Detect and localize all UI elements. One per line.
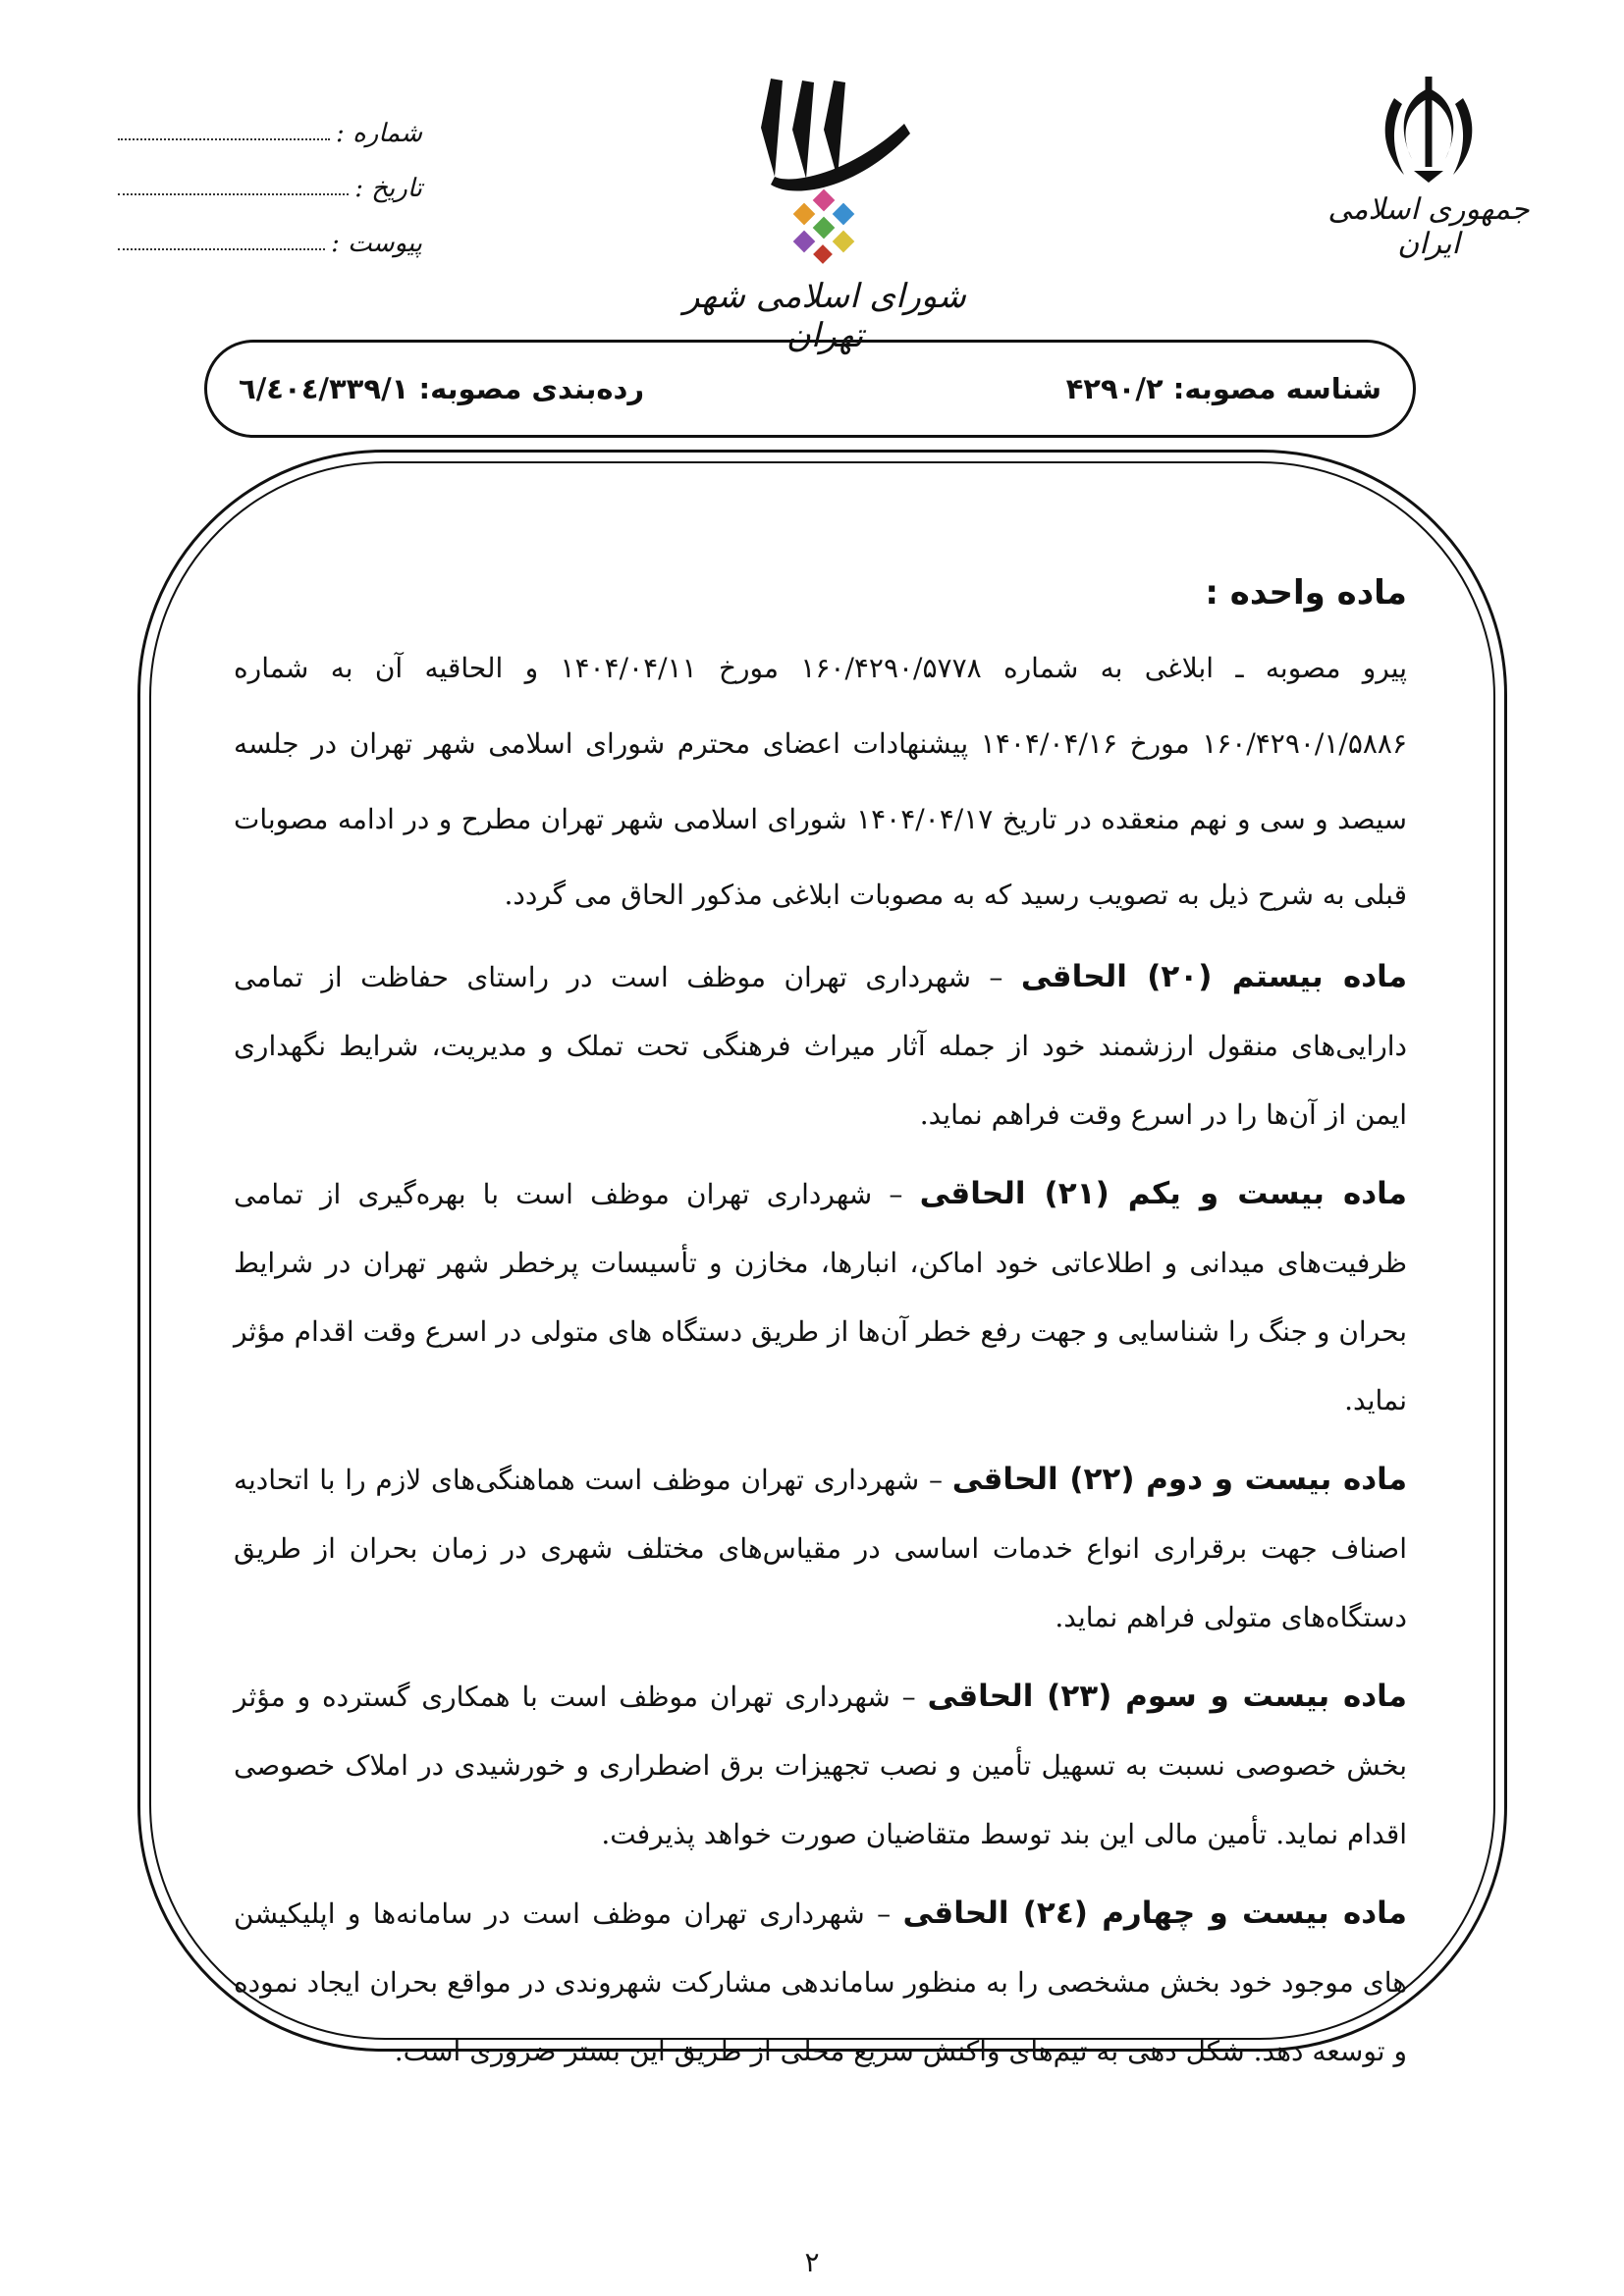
council-logo-icon <box>731 69 918 275</box>
article-24 <box>234 1879 1407 2086</box>
article-title: ماده بیست و سوم (۲۳) الحاقی <box>927 1679 1407 1714</box>
ref-field-line <box>118 193 349 195</box>
article-text: – شهرداری تهران موظف است با بهره‌گیری از تمامی ظرفیت‌های میدانی و اطلاعاتی خود اماکن، انبارها، مخازن و تأسیسات پرخطر شهر تهران در شرایط بحران و جنگ را شناسایی و جهت رفع خطر آن‌ها از طریق دستگاه های متولی در اسرع وقت اقدام مؤثر نماید. <box>234 1178 1407 1416</box>
article-text: – شهرداری تهران موظف است هماهنگی‌های لازم را با اتحادیه اصناف جهت برقراری انواع خدمات اساسی در مقیاس‌های مختلف شهری در زمان بحران از طریق دستگاه‌های متولی فراهم نماید. <box>234 1464 1407 1633</box>
single-article-heading: ماده واحده : <box>1205 573 1407 613</box>
ref-field-line <box>118 138 330 140</box>
council-logo-block <box>677 69 972 355</box>
council-caption: شورای اسلامی شهر تهران <box>683 277 966 355</box>
ref-field-attachment <box>118 203 422 258</box>
article-text: – شهرداری تهران موظف است در سامانه‌ها و اپلیکیشن های موجود خود بخش مشخصی را به منظور ساماندهی مشارکت شهروندی در مواقع بحران ایجاد نموده و توسعه دهد. شکل دهی به تیم‌های واکنش سریع محلی از طریق این بستر ضروری است. <box>234 1897 1407 2067</box>
intro-paragraph: پیرو مصوبه ـ ابلاغی به شماره ۱۶۰/۴۲۹۰/۵۷۷۸ مورخ ۱۴۰۴/۰۴/۱۱ و الحاقیه آن به شماره ۱۶۰/۴۲۹۰/۱/۵۸۸۶ مورخ ۱۴۰۴/۰۴/۱۶ پیشنهادات اعضای محترم شورای اسلامی شهر تهران در جلسه سیصد و سی و نهم منعقده در تاریخ ۱۴۰۴/۰۴/۱۷ شورای اسلامی شهر تهران مطرح و در ادامه مصوبات قبلی به شرح ذیل به تصویب رسید که به مصوبات ابلاغی مذکور الحاق می گردد. <box>234 652 1407 911</box>
ref-field-number <box>118 93 422 148</box>
article-text: – شهرداری تهران موظف است با همکاری گسترده و مؤثر بخش خصوصی نسبت به تسهیل تأمین و نصب تجهیزات برق اضطراری و خورشیدی در املاک خصوصی اقدام نماید. تأمین مالی این بند توسط متقاضیان صورت خواهد پذیرفت. <box>234 1681 1407 1850</box>
emblem-caption: جمهوری اسلامی ایران <box>1327 192 1530 261</box>
article-title: ماده بیست و یکم (۲۱) الحاقی <box>919 1176 1407 1211</box>
document-body <box>234 567 1407 2096</box>
ref-field-label: شماره : <box>336 119 422 148</box>
resolution-classification: رده‌بندی مصوبه: ٦/٤٠٤/٣٣٩/١ <box>239 372 645 405</box>
article-23 <box>234 1662 1407 1869</box>
article-22 <box>234 1445 1407 1652</box>
resolution-id: شناسه مصوبه: ۴۲۹۰/۲ <box>1065 372 1381 405</box>
resolution-id-box <box>204 340 1416 438</box>
article-20 <box>234 942 1407 1149</box>
page-number: ۲ <box>804 2246 820 2278</box>
reference-fields <box>118 93 422 258</box>
ref-field-date <box>118 148 422 203</box>
article-21 <box>234 1159 1407 1435</box>
article-title: ماده بیستم (۲۰) الحاقی <box>1020 959 1408 994</box>
article-title: ماده بیست و دوم (۲۲) الحاقی <box>951 1462 1408 1497</box>
iran-emblem-block <box>1316 69 1542 261</box>
ref-field-label: پیوست : <box>331 229 422 258</box>
article-text: – شهرداری تهران موظف است در راستای حفاظت از تمامی دارایی‌های منقول ارزشمند خود از جمله آثار میراث فرهنگی تحت تملک و مدیریت، شرایط نگهداری ایمن از آن‌ها را در اسرع وقت فراهم نماید. <box>234 961 1407 1131</box>
ref-field-label: تاریخ : <box>354 174 422 203</box>
iran-emblem-icon <box>1375 69 1483 187</box>
ref-field-line <box>118 248 325 250</box>
article-title: ماده بیست و چهارم (٢٤) الحاقی <box>902 1896 1407 1931</box>
